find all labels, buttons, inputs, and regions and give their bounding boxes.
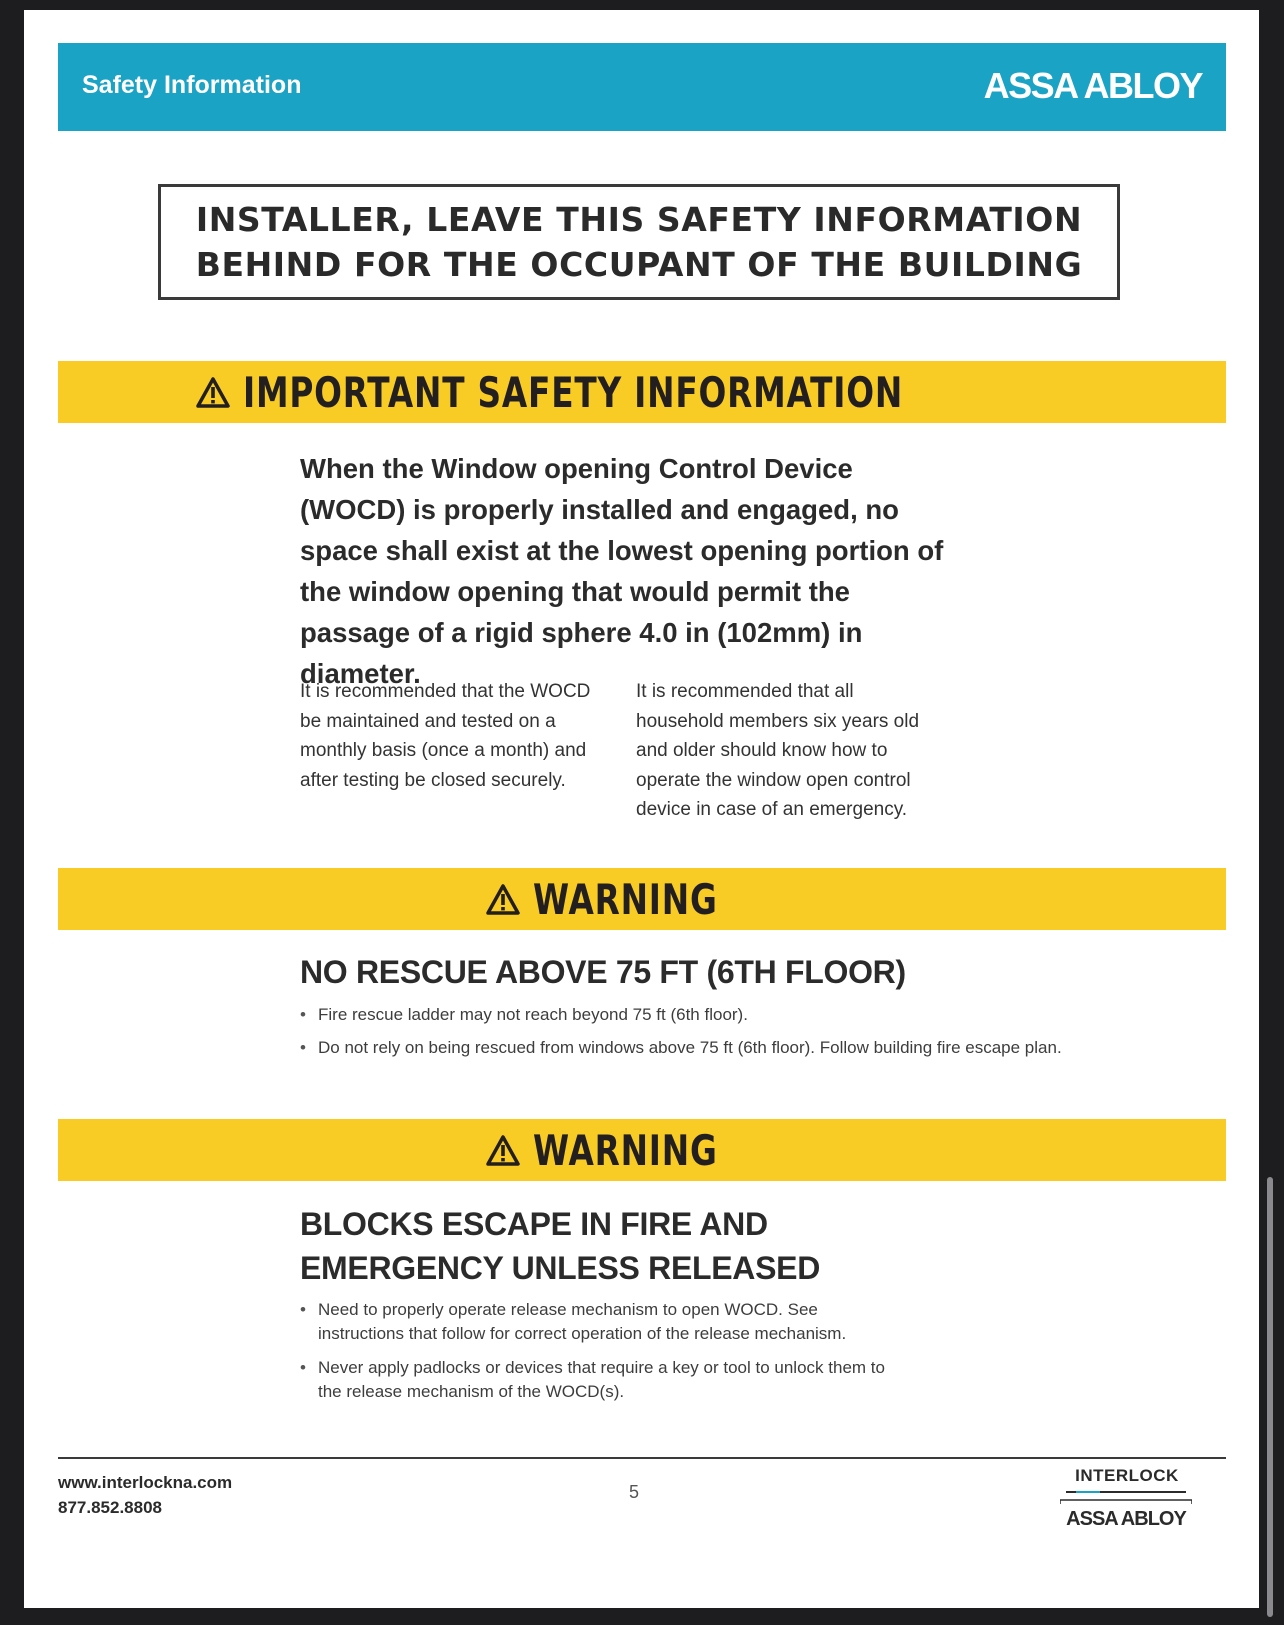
banner-title: IMPORTANT SAFETY INFORMATION [242, 367, 903, 417]
warning-triangle-icon [195, 376, 231, 409]
installer-notice-box [158, 184, 1120, 300]
phone-number: 877.852.8808 [58, 1498, 162, 1517]
list-item: • Never apply padlocks or devices that require a key or tool to unlock them to the release mechanism of the WOCD(s). [300, 1356, 890, 1404]
banner-title: WARNING [532, 1125, 718, 1175]
list-item: • Fire rescue ladder may not reach beyond 75 ft (6th floor). [300, 1003, 1180, 1027]
logo-top-text: INTERLOCK [1075, 1466, 1179, 1485]
scrollbar[interactable] [1267, 1177, 1273, 1617]
important-safety-banner [58, 361, 1226, 423]
list-item: • Do not rely on being rescued from windows above 75 ft (6th floor). Follow building fire escape plan. [300, 1036, 1180, 1060]
warning-banner-1 [58, 868, 1226, 930]
website-link[interactable]: www.interlockna.com [58, 1473, 233, 1492]
footer-contact [58, 1470, 232, 1520]
interlock-logo [1060, 1466, 1192, 1546]
warning-1-heading: NO RESCUE ABOVE 75 FT (6TH FLOOR) [300, 954, 906, 990]
recommendation-maintenance: It is recommended that the WOCD be maintained and tested on a monthly basis (once a month) and after testing be closed securely. [300, 681, 591, 791]
warning-banner-2 [58, 1119, 1226, 1181]
header-band [58, 43, 1226, 131]
warning-triangle-icon [485, 883, 521, 916]
page-number: 5 [628, 1482, 639, 1502]
brand-logo: ASSA ABLOY [983, 65, 1202, 106]
warning-2-heading: BLOCKS ESCAPE IN FIRE AND EMERGENCY UNLESS RELEASED [300, 1206, 821, 1286]
banner-title: WARNING [532, 874, 718, 924]
warning-1-list [300, 1003, 1180, 1060]
lead-paragraph: When the Window opening Control Device (WOCD) is properly installed and engaged, no space shall exist at the lowest opening portion of the window opening that would permit the passage of a rigid sphere 4.0 in (102mm) in diameter. [300, 453, 944, 689]
recommendation-household: It is recommended that all household members six years old and older should know how to operate the window open control device in case of an emergency. [636, 681, 920, 820]
logo-rule-icon [1060, 1490, 1192, 1504]
warning-triangle-icon [485, 1134, 521, 1167]
list-item: • Need to properly operate release mechanism to open WOCD. See instructions that follow for correct operation of the release mechanism. [300, 1298, 890, 1346]
footer-divider [58, 1457, 1226, 1459]
header-title: Safety Information [82, 71, 302, 99]
installer-notice: INSTALLER, LEAVE THIS SAFETY INFORMATION BEHIND FOR THE OCCUPANT OF THE BUILDING [195, 200, 1083, 284]
document-page [24, 10, 1259, 1608]
warning-2-list [300, 1298, 890, 1404]
logo-bottom-text: ASSA ABLOY [1066, 1508, 1186, 1530]
